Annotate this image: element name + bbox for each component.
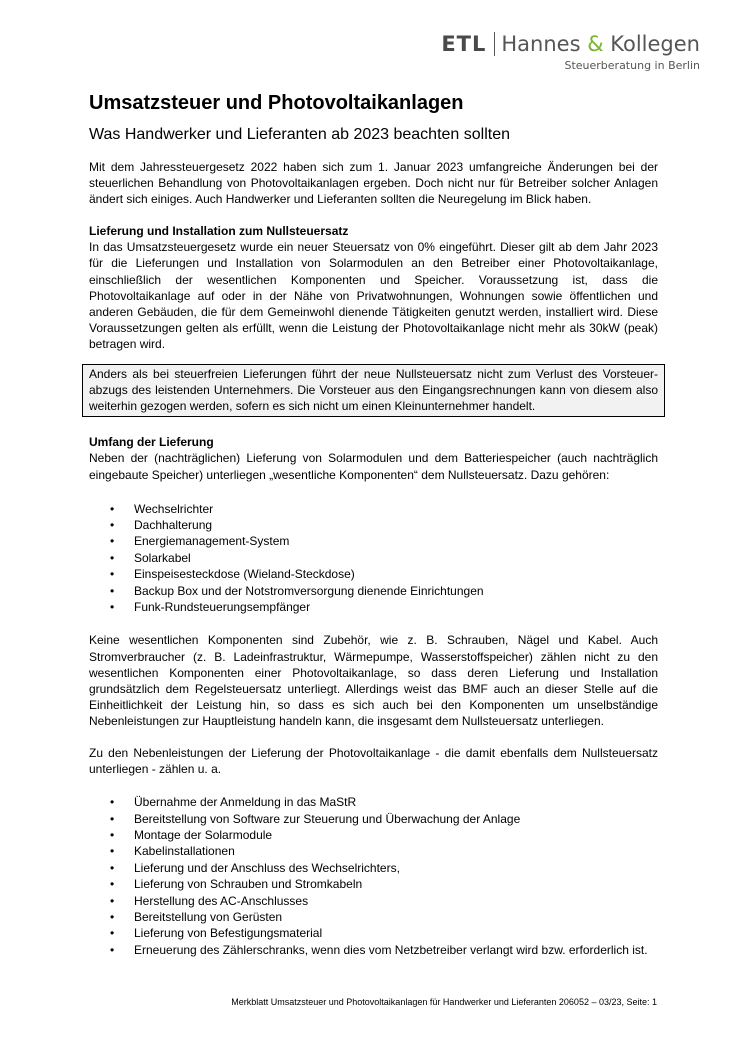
list-item: • Übernahme der Anmeldung in das MaStR	[89, 794, 658, 810]
nebenleistungen-list	[89, 794, 658, 958]
document-title: Umsatzsteuer und Photovoltaikanlagen	[89, 92, 464, 114]
list-item: • Funk-Rundsteuerungsempfänger	[89, 599, 658, 615]
section-text-nullsteuersatz: In das Umsatzsteuergesetz wurde ein neuer Steuersatz von 0% eingeführt. Dieser gilt ab dem Jahr 2023 für die Lieferungen und Installation von Solarmodulen an den Betreiber einer Photovoltaikanlage, einschließlich der wesentlichen Komponenten und Speicher. Voraussetzung ist, dass die Photovoltaikanlage auf oder in der Nähe von Privatwohnungen, Wohnungen sowie öffentlichen und anderen Gebäuden, die für dem Gemeinwohl dienende Tätigkeiten genutzt werden, installiert wird. Diese Voraussetzungen gelten als erfüllt, wenn die Leistung der Photovoltaikanlage nicht mehr als 30kW (peak) betragen wird.	[89, 240, 658, 351]
section-heading-umfang: Umfang der Lieferung	[89, 435, 214, 450]
logo-name-part1: Hannes	[501, 32, 588, 56]
list-item: • Backup Box und der Notstromversorgung dienende Einrichtungen	[89, 583, 658, 599]
document-subtitle: Was Handwerker und Lieferanten ab 2023 beachten sollten	[89, 126, 511, 143]
section-text-umfang: Neben der (nachträglichen) Lieferung von Solarmodulen und dem Batteriespeicher (auch nachträglich eingebaute Speicher) unterliegen „wesentliche Komponenten“ dem Nullsteuersatz. Dazu gehören:	[89, 451, 658, 482]
document-body	[89, 90, 658, 958]
list-item: • Lieferung von Schrauben und Stromkabeln	[89, 876, 658, 892]
logo-etl: ETL	[441, 32, 487, 56]
list-item: • Solarkabel	[89, 550, 658, 566]
logo-divider	[494, 32, 495, 56]
logo-wordmark	[441, 31, 700, 57]
page-footer: Merkblatt Umsatzsteuer und Photovoltaikanlagen für Handwerker und Lieferanten 206052 – 03/23, Seite: 1	[231, 997, 657, 1007]
notice-box	[82, 364, 665, 417]
intro-paragraph: Mit dem Jahressteuergesetz 2022 haben sich zum 1. Januar 2023 umfangreiche Änderungen bei der steuerlichen Behandlung von Photovoltaikanlagen ergeben. Doch nicht nur für Betreiber solcher Anlagen ändert sich einiges. Auch Handwerker und Lieferanten sollten die Neuregelung im Blick haben.	[89, 160, 658, 207]
logo-ampersand: &	[587, 32, 604, 56]
list-item: • Erneuerung des Zählerschranks, wenn dies vom Netzbetreiber verlangt wird bzw. erforderlich ist.	[89, 942, 658, 958]
logo-name-part2: Kollegen	[603, 32, 700, 56]
list-item: • Energiemanagement-System	[89, 533, 658, 549]
list-item: • Herstellung des AC-Anschlusses	[89, 893, 658, 909]
logo-subtitle: Steuerberatung in Berlin	[564, 59, 700, 72]
list-item: • Montage der Solarmodule	[89, 827, 658, 843]
list-item: • Einspeisesteckdose (Wieland-Steckdose)	[89, 566, 658, 582]
non-components-paragraph: Keine wesentlichen Komponenten sind Zubehör, wie z. B. Schrauben, Nägel und Kabel. Auch Stromverbraucher (z. B. Ladeinfrastruktur, Wärmepumpe, Wasserstoffspeicher) zählen nicht zu den wesentlichen Komponenten einer Photovoltaikanlage, so dass deren Lieferung und Installation grundsätzlich dem Regelsteuersatz unterliegt. Allerdings weist das BMF auch an dieser Stelle auf die Einheitlichkeit der Leistung hin, so dass es sich auch bei den Komponenten um unselbständige Nebenleistungen zur Hauptleistung handeln kann, die insgesamt dem Nullsteuersatz unterliegen.	[89, 633, 658, 728]
components-list	[89, 501, 658, 616]
list-item: • Wechselrichter	[89, 501, 658, 517]
list-item: • Kabelinstallationen	[89, 843, 658, 859]
nebenleistungen-intro: Zu den Nebenleistungen der Lieferung der Photovoltaikanlage - die damit ebenfalls dem Nullsteuersatz unterliegen - zählen u. a.	[89, 746, 658, 777]
list-item: • Dachhalterung	[89, 517, 658, 533]
notice-text: Anders als bei steuerfreien Lieferungen führt der neue Nullsteuersatz nicht zum Verlust des Vorsteuer-abzugs des leistenden Unternehmers. Die Vorsteuer aus den Eingangsrechnungen kann von diesem also weiterhin gezogen werden, sofern es sich nicht um einen Kleinunternehmer handelt.	[89, 367, 658, 414]
list-item: • Bereitstellung von Software zur Steuerung und Überwachung der Anlage	[89, 811, 658, 827]
list-item: • Lieferung und der Anschluss des Wechselrichters,	[89, 860, 658, 876]
company-logo	[441, 31, 700, 72]
list-item: • Lieferung von Befestigungsmaterial	[89, 925, 658, 941]
list-item: • Bereitstellung von Gerüsten	[89, 909, 658, 925]
section-heading-nullsteuersatz: Lieferung und Installation zum Nullsteuersatz	[89, 224, 349, 239]
